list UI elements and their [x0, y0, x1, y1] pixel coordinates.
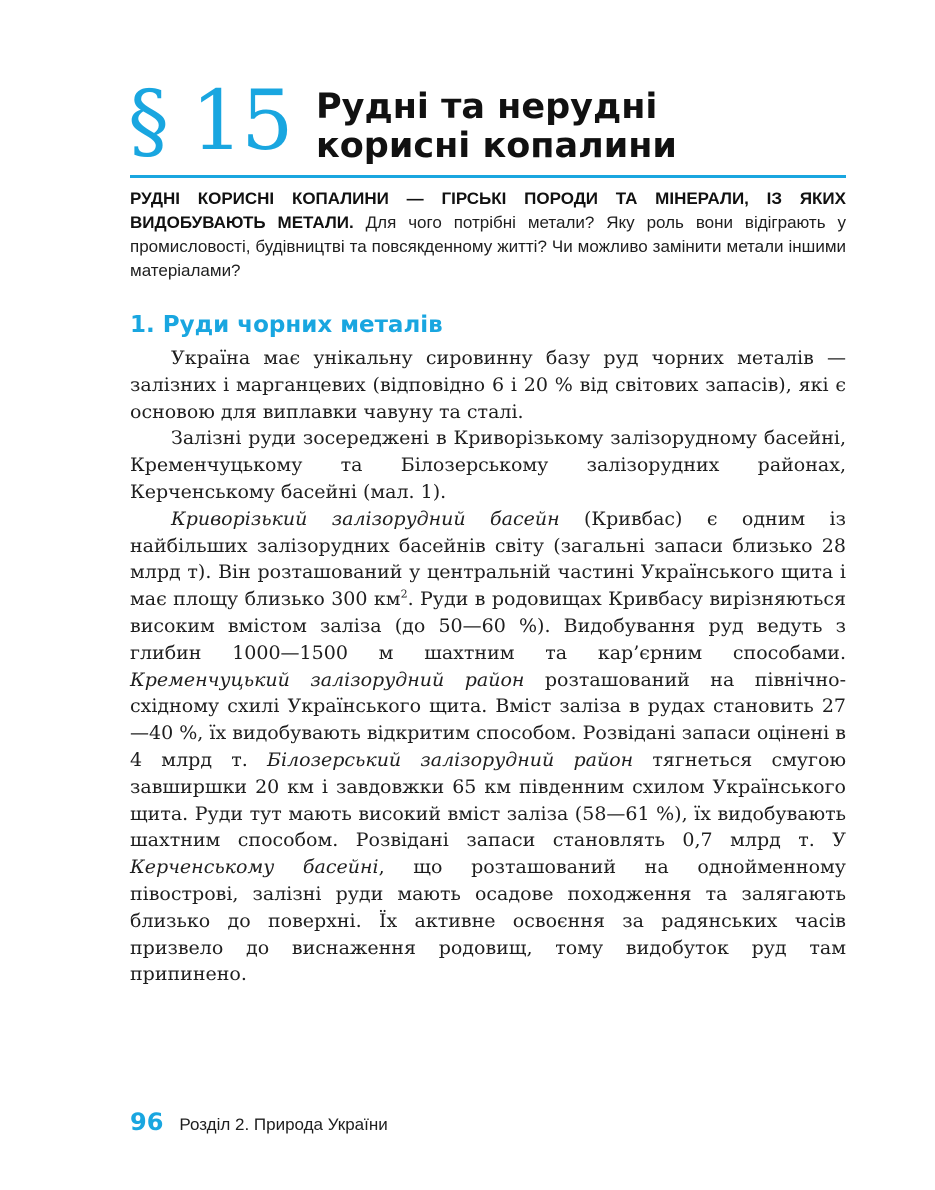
paragraph-3-part-5: , що розташований на однойменному півострові, залізні руди мають осадове походження та залягають близько до поверхні. Їх активне освоєння за радянських часів призвело до виснаження родовищ, тому видобуток руд там припинено. [130, 856, 846, 986]
intro-lead: РУДНІ КОРИСНІ КОПАЛИНИ — ГІРСЬКІ ПОРОДИ ТА МІНЕРАЛИ, ІЗ ЯКИХ ВИДОБУВАЮТЬ МЕТАЛИ. [130, 189, 846, 232]
term-bilozerskyi: Білозерський залізорудний район [267, 748, 634, 771]
body-text [130, 345, 846, 988]
intro-questions: Для чого потрібні метали? Яку роль вони відіграють у промисловості, будівництві та повсякденному житті? Чи можливо замінити метали іншими матеріалами? [130, 213, 846, 280]
paragraph-3-part-3: розташований на північно-східному схилі Українського щита. Вміст заліза в рудах становить 27—40 %, їх видобувають відкритим способом. Розвідані запаси оцінені в 4 млрд т. [130, 668, 847, 771]
paragraph-2: Залізні руди зосереджені в Криворізькому залізорудному басейні, Кременчуцькому та Білозерському залізорудних районах, Керченському басейні (мал. 1). [130, 427, 846, 503]
section-title [316, 88, 876, 166]
chapter-title: Розділ 2. Природа України [179, 1115, 388, 1134]
term-kremenchuk: Кременчуцький залізорудний район [130, 668, 525, 691]
title-divider [130, 175, 846, 178]
section-title-line-2: корисні копалини [316, 126, 677, 166]
section-title-line-1: Рудні та нерудні [316, 87, 658, 127]
superscript-2: 2 [400, 587, 408, 601]
page-number: 96 [130, 1108, 164, 1136]
paragraph-3-part-4: тягнеться смугою завширшки 20 км і завдовжки 65 км південним схилом Українського щита. Руди тут мають високий вміст заліза (58—61 %), їх видобувають шахтним способом. Розвідані запаси становлять 0,7 млрд т. У [130, 748, 846, 852]
paragraph-3-part-2: . Руди в родовищах Кривбасу вирізняються високим вмістом заліза (до 50—60 %). Видобування руд ведуть з глибин 1000—1500 м шахтним та кар’єрним способами. [130, 588, 846, 664]
term-kryvbas: Криворізький залізорудний басейн [171, 507, 560, 530]
paragraph-3 [130, 506, 846, 988]
term-kerch: Керченському басейні [130, 856, 379, 879]
intro-paragraph [130, 187, 846, 283]
subsection-heading: 1. Руди чорних металів [130, 312, 443, 338]
paragraph-1: Україна має унікальну сировинну базу руд чорних металів — залізних і марганцевих (відповідно 6 і 20 % від світових запасів), які є основою для виплавки чавуну та сталі. [130, 347, 846, 423]
paragraph-3-part-1: (Кривбас) є одним із найбільших залізорудних басейнів світу (загальні запаси близько 28 млрд т). Він розташований у центральній частині Українського щита і має площу близько 300 км [130, 507, 846, 611]
page-footer [130, 1108, 388, 1136]
section-number: § 15 [128, 74, 292, 169]
